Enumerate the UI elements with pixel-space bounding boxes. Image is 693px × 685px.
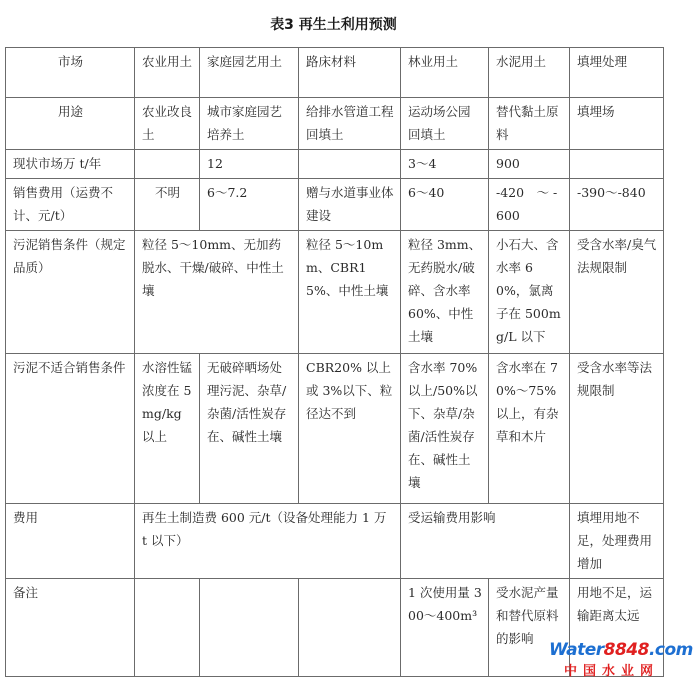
cell: CBR20% 以上或 3%以下、粒径达不到 (299, 354, 401, 504)
cell (299, 150, 401, 179)
cell (570, 150, 664, 179)
row-label-sales-cost: 销售费用（运费不计、元/t） (6, 179, 135, 231)
row-label-sale-conditions: 污泥销售条件（规定品质） (6, 231, 135, 354)
table-header-row (6, 48, 664, 98)
cell: 给排水管道工程回填土 (299, 98, 401, 150)
cell: 3～4 (401, 150, 489, 179)
cell: 农业改良土 (135, 98, 200, 150)
cell: 填埋用地不足，处理费用增加 (570, 504, 664, 579)
cell: 用地不足，运输距离太远 (570, 579, 664, 677)
cell (135, 150, 200, 179)
cell: -420 ～ -600 (489, 179, 570, 231)
cell: 受含水率等法规限制 (570, 354, 664, 504)
row-label-market-size: 现状市场万 t/年 (6, 150, 135, 179)
cell: 无破碎晒场处理污泥、杂草/杂菌/活性炭存在、碱性土壤 (200, 354, 299, 504)
row-label-costs: 费用 (6, 504, 135, 579)
cell: 受含水率/臭气法规限制 (570, 231, 664, 354)
sludge-soil-prediction-table (5, 47, 693, 677)
header-roadbed: 路床材料 (299, 48, 401, 98)
cell: 粒径 5～10mm、CBR15%、中性土壤 (299, 231, 401, 354)
header-agriculture: 农业用土 (135, 48, 200, 98)
cell: 水溶性锰浓度在 5mg/kg 以上 (135, 354, 200, 504)
header-market: 市场 (6, 48, 135, 98)
header-cement: 水泥用土 (489, 48, 570, 98)
cell: 小石大、含水率 60%，氯离子在 500mg/L 以下 (489, 231, 570, 354)
row-label-unsuitable-conditions: 污泥不适合销售条件 (6, 354, 135, 504)
table-row-unsuitable-conditions (6, 354, 664, 504)
cell: 含水率 70%以上/50%以下、杂草/杂菌/活性炭存在、碱性土壤 (401, 354, 489, 504)
header-home-gardening: 家庭园艺用土 (200, 48, 299, 98)
table-row-costs (6, 504, 664, 579)
header-landfill: 填埋处理 (570, 48, 664, 98)
table-title: 表3 再生土利用预测 (270, 17, 397, 33)
cell: 不明 (135, 179, 200, 231)
cell (299, 579, 401, 677)
cell: 12 (200, 150, 299, 179)
cell: 6～7.2 (200, 179, 299, 231)
cell: 900 (489, 150, 570, 179)
cell (135, 579, 200, 677)
table-row-market-size (6, 150, 664, 179)
table-row-uses (6, 98, 664, 150)
cell: 受水泥产量和替代原料的影响 (489, 579, 570, 677)
cell: 6～40 (401, 179, 489, 231)
watermark-brand: Water8848.com (549, 640, 693, 660)
table-row-sales-cost (6, 179, 664, 231)
cell: -390～-840 (570, 179, 664, 231)
cell: 1 次使用量 300～400m³ (401, 579, 489, 677)
table-row-sale-conditions (6, 231, 664, 354)
row-label-uses: 用途 (6, 98, 135, 150)
cell: 赠与水道事业体建设 (299, 179, 401, 231)
cell: 城市家庭园艺培养土 (200, 98, 299, 150)
cell: 替代黏土原料 (489, 98, 570, 150)
cell: 粒径 3mm、无药脱水/破碎、含水率 60%、中性土壤 (401, 231, 489, 354)
watermark-cn: 中国水业网 (563, 664, 659, 679)
water8848-watermark (549, 640, 693, 679)
cell: 粒径 5～10mm、无加药脱水、干燥/破碎、中性土壤 (135, 231, 299, 354)
cell: 再生土制造费 600 元/t（设备处理能力 1 万 t 以下） (135, 504, 401, 579)
cell: 受运输费用影响 (401, 504, 570, 579)
cell: 运动场公园回填土 (401, 98, 489, 150)
cell: 填埋场 (570, 98, 664, 150)
cell (200, 579, 299, 677)
row-label-remarks: 备注 (6, 579, 135, 677)
header-forestry: 林业用土 (401, 48, 489, 98)
cell: 含水率在 70%～75%以上，有杂草和木片 (489, 354, 570, 504)
